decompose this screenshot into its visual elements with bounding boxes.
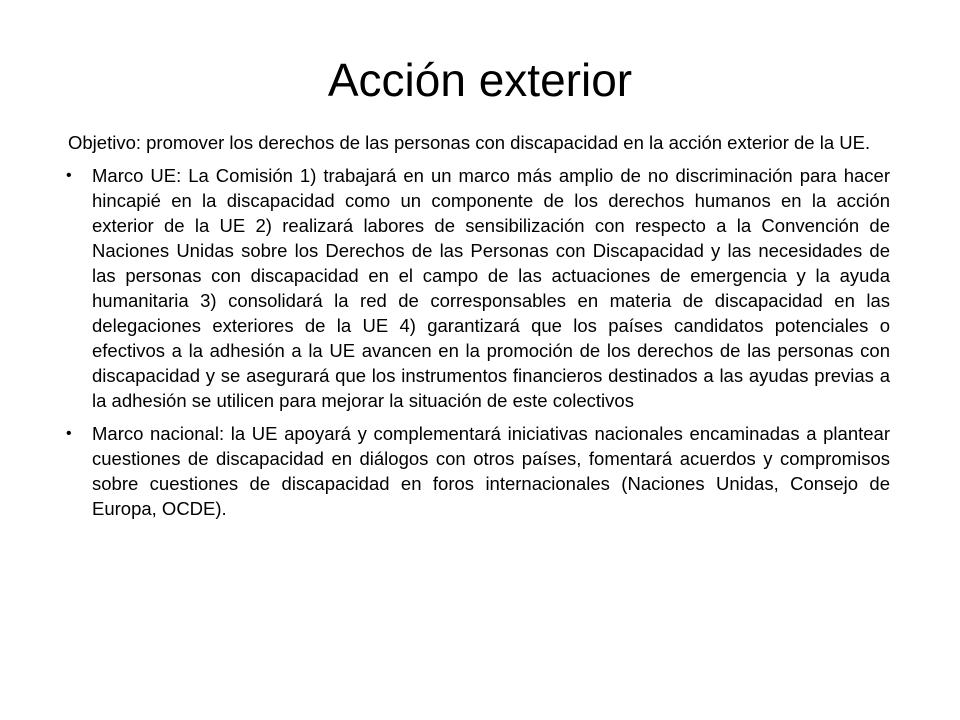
bullet-marco-ue xyxy=(68,163,890,413)
slide-title: Acción exterior xyxy=(327,54,633,106)
bullet-marker: • xyxy=(66,167,72,184)
objective-paragraph: Objetivo: promover los derechos de las personas con discapacidad en la acción exterior de la UE. xyxy=(68,132,871,153)
bullet-marco-nacional xyxy=(68,421,890,521)
bullet-marker: • xyxy=(66,425,72,442)
bullet-text: Marco UE: La Comisión 1) trabajará en un marco más amplio de no discriminación para hacer hincapié en la discapacidad como un componente de los derechos humanos en la acción exterior de la UE 2) realizará labores de sensibilización con respecto a la Convención de Naciones Unidas sobre los Derechos de las Personas con Discapacidad y las necesidades de las personas con discapacidad en el campo de las actuaciones de emergencia y la ayuda humanitaria 3) consolidará la red de corresponsables en materia de discapacidad en las delegaciones exteriores de la UE 4) garantizará que los países candidatos potenciales o efectivos a la adhesión a la UE avancen en la promoción de los derechos de las personas con discapacidad y se asegurará que los instrumentos financieros destinados a las ayudas previas a la adhesión se utilicen para mejorar la situación de este colectivos xyxy=(92,165,890,411)
bullet-text: Marco nacional: la UE apoyará y complementará iniciativas nacionales encaminadas a plantear cuestiones de discapacidad en diálogos con otros países, fomentará acuerdos y compromisos sobre cuestiones de discapacidad en foros internacionales (Naciones Unidas, Consejo de Europa, OCDE). xyxy=(92,423,890,519)
slide-body xyxy=(68,130,890,529)
